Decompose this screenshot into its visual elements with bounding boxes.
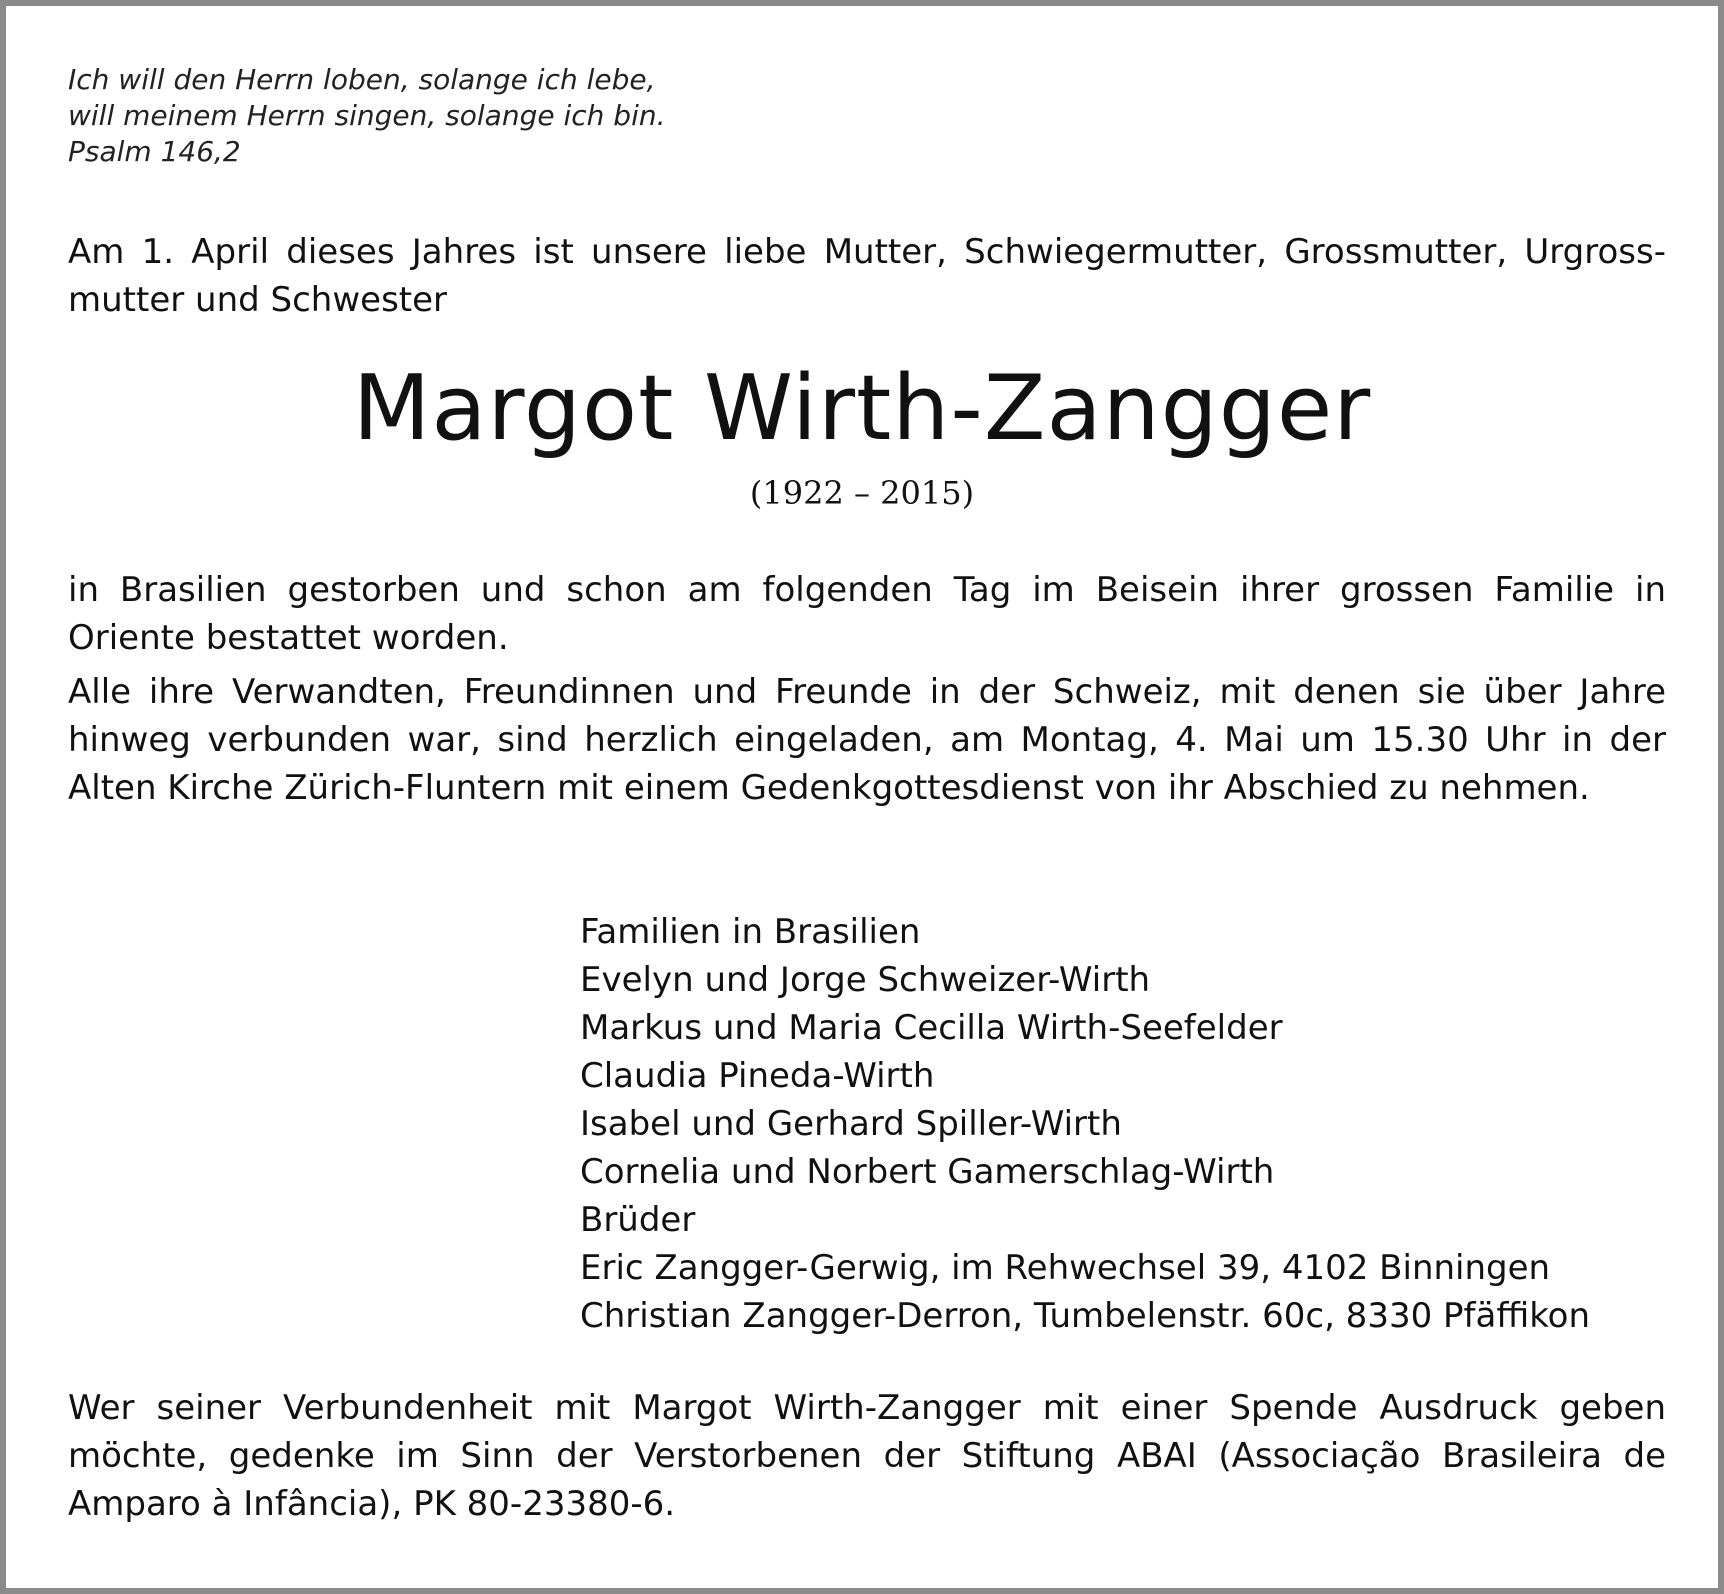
signer-line: Cornelia und Norbert Gamerschlag-Wirth bbox=[580, 1152, 1275, 1192]
signer-line: Claudia Pineda-Wirth bbox=[580, 1056, 935, 1096]
motto-line-1: Ich will den Herrn loben, solange ich lebe, bbox=[68, 63, 656, 96]
obituary-page bbox=[6, 6, 1718, 1588]
psalm-motto bbox=[68, 62, 666, 170]
signer-line: Brüder bbox=[580, 1200, 696, 1240]
deceased-name: Margot Wirth-Zangger bbox=[352, 356, 1372, 461]
signer-line: Isabel und Gerhard Spiller-Wirth bbox=[580, 1104, 1122, 1144]
signer-line: Evelyn und Jorge Schweizer-Wirth bbox=[580, 960, 1151, 1000]
death-paragraph: in Brasilien gestorben und schon am folgenden Tag im Beisein ihrer grossen Familie in Oriente bestattet worden. bbox=[68, 570, 1666, 658]
motto-source: Psalm 146,2 bbox=[68, 135, 241, 168]
intro-paragraph: Am 1. April dieses Jahres ist unsere liebe Mutter, Schwiegermutter, Grossmutter, Urgross-mutter und Schwester bbox=[68, 232, 1666, 320]
motto-line-2: will meinem Herrn singen, solange ich bin. bbox=[68, 99, 666, 132]
signer-line: Eric Zangger-Gerwig, im Rehwechsel 39, 4102 Binningen bbox=[580, 1248, 1551, 1288]
signer-line: Familien in Brasilien bbox=[580, 912, 921, 952]
signer-line: Christian Zangger-Derron, Tumbelenstr. 60c, 8330 Pfäffikon bbox=[580, 1296, 1591, 1336]
signers-list bbox=[580, 908, 1590, 1340]
life-dates: (1922 – 2015) bbox=[749, 474, 975, 512]
donation-paragraph: Wer seiner Verbundenheit mit Margot Wirth-Zangger mit einer Spende Ausdruck geben möchte, gedenke im Sinn der Verstorbenen der Stiftung ABAI (Associação Brasileira de Amparo à Infância), PK 80-23380-6. bbox=[68, 1388, 1666, 1524]
memorial-invitation-paragraph: Alle ihre Verwandten, Freundinnen und Freunde in der Schweiz, mit denen sie über Jahre hinweg verbunden war, sind herzlich eingeladen, am Montag, 4. Mai um 15.30 Uhr in der Alten Kirche Zürich-Fluntern mit einem Gedenkgottesdienst von ihr Abschied zu nehmen. bbox=[68, 672, 1666, 808]
signer-line: Markus und Maria Cecilla Wirth-Seefelder bbox=[580, 1008, 1283, 1048]
